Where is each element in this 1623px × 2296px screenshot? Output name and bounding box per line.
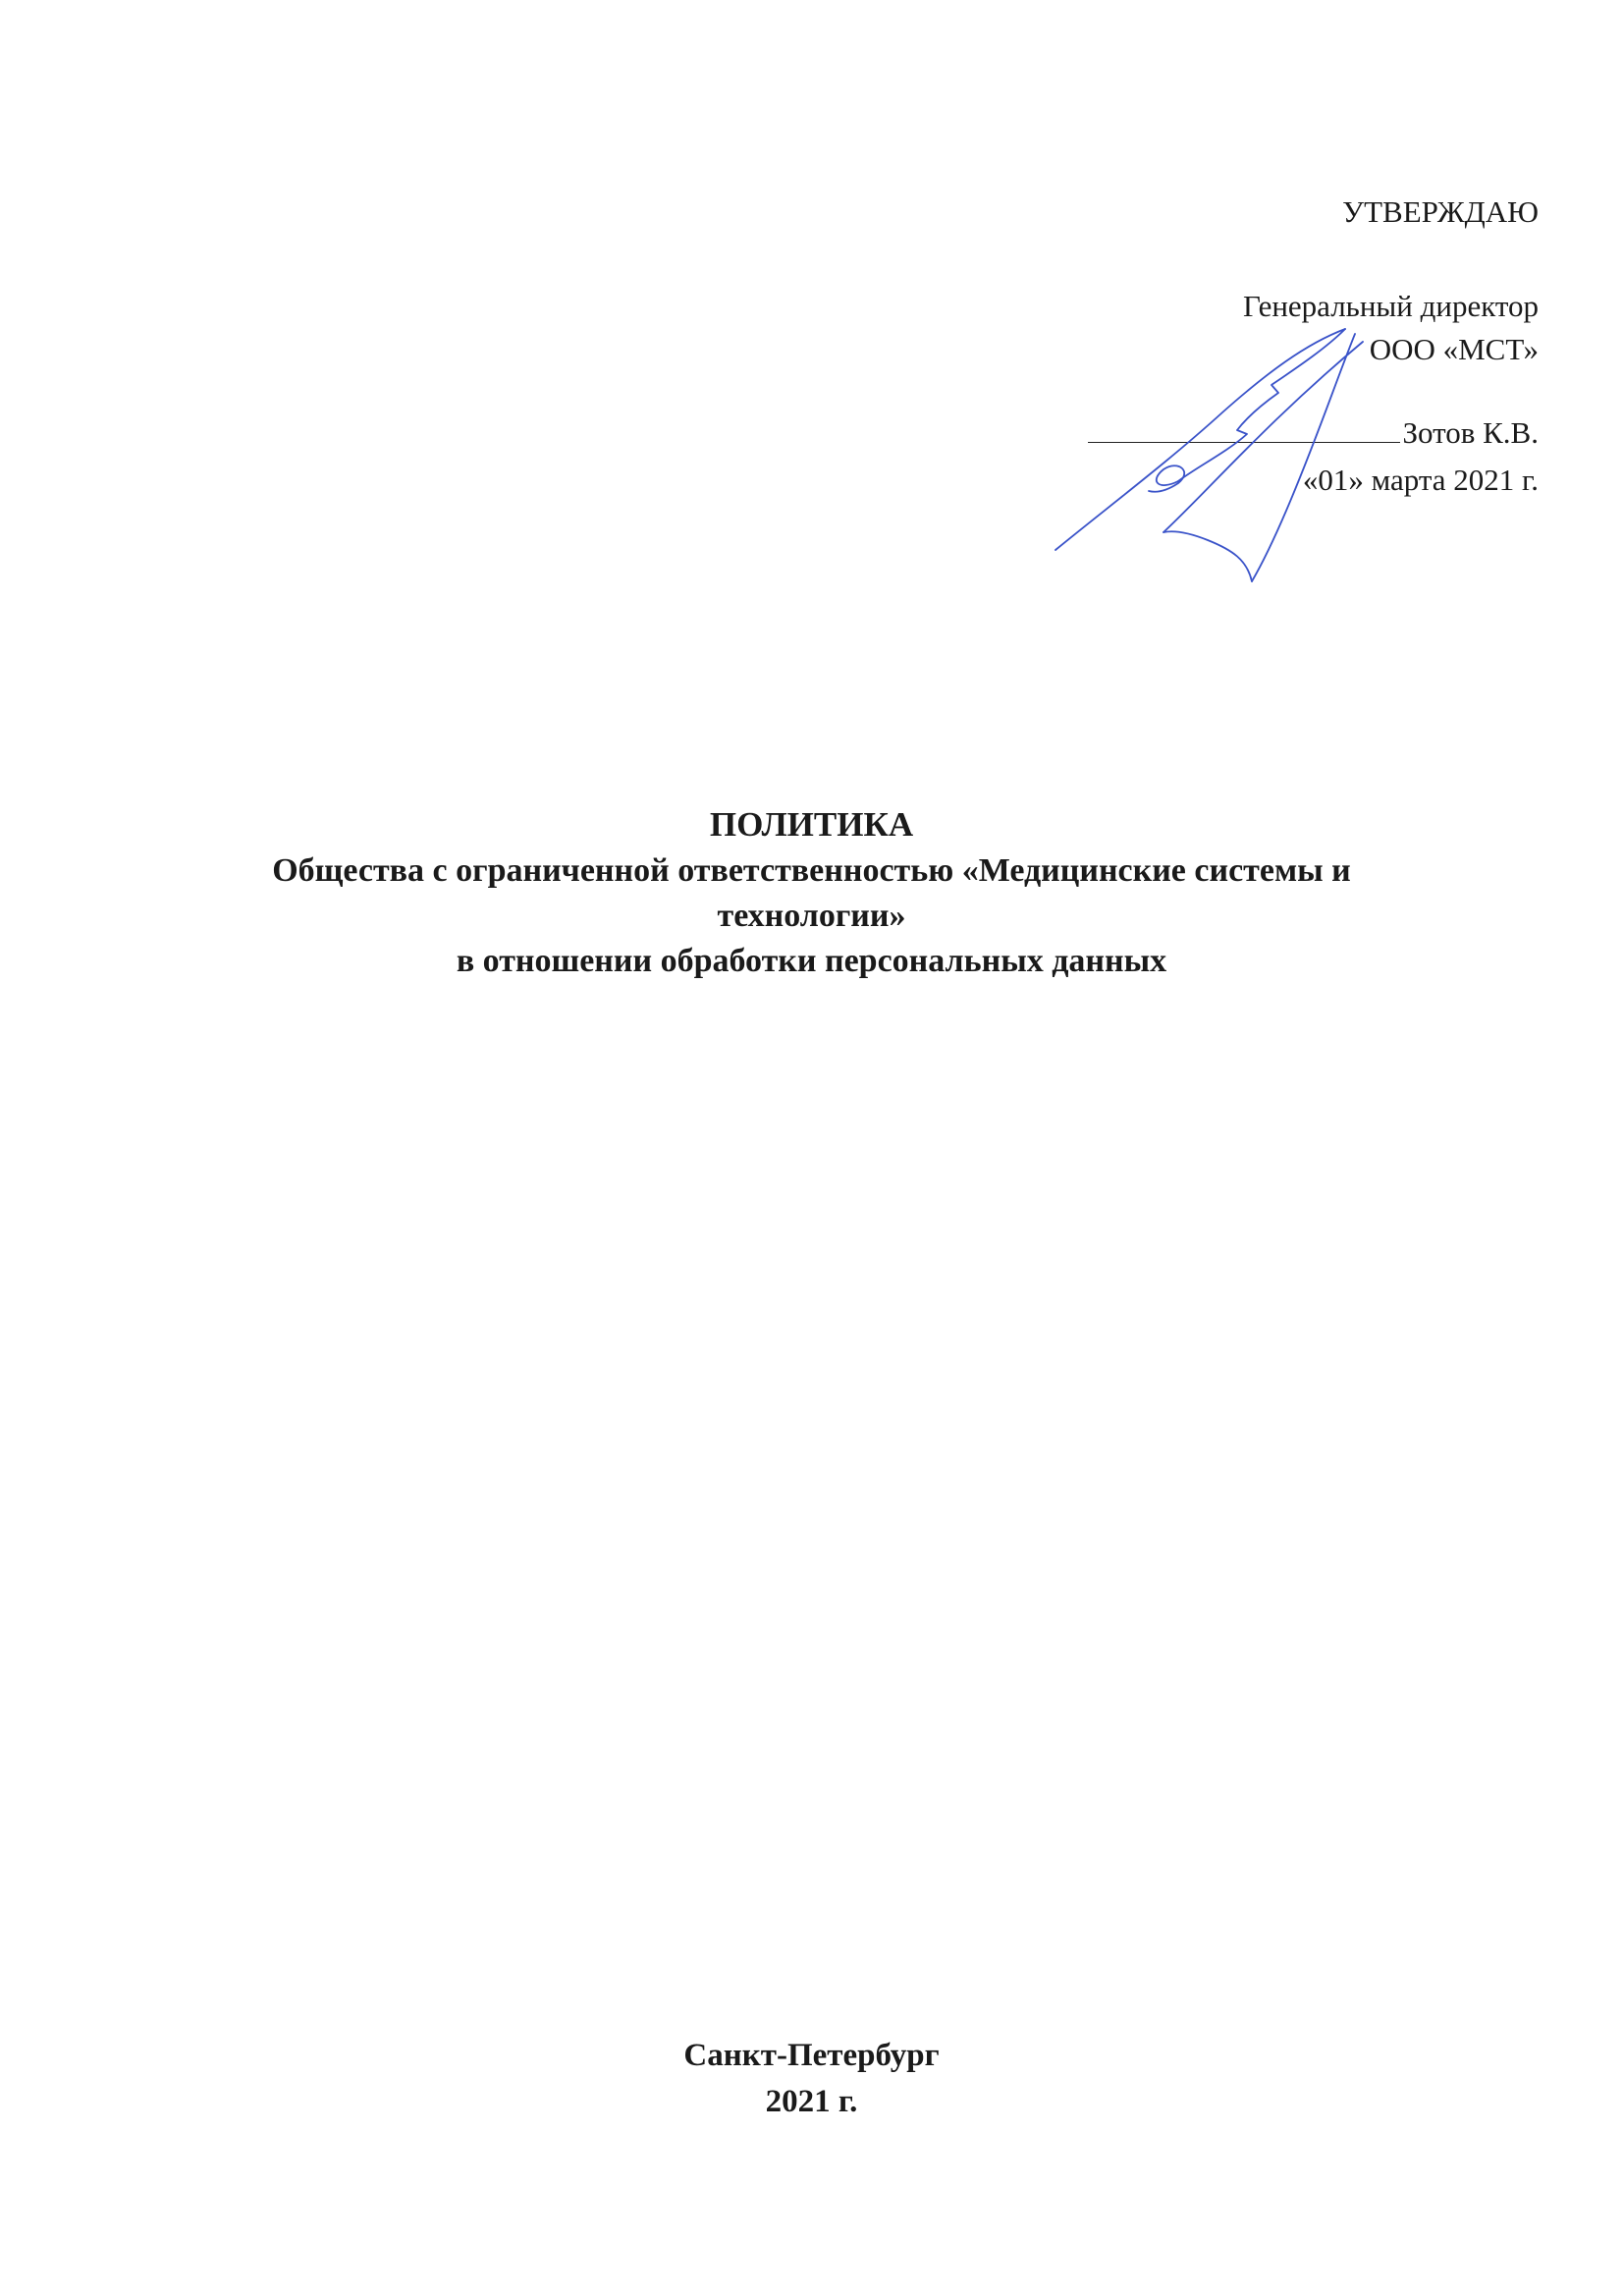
title-line-2: технологии» (717, 898, 906, 934)
signature-line (1088, 422, 1400, 443)
approval-heading: УТВЕРЖДАЮ (1342, 194, 1539, 229)
signer-name: Зотов К.В. (1402, 415, 1539, 450)
title-line-3: в отношении обработки персональных данных (456, 943, 1167, 979)
signature-row (1088, 417, 1539, 448)
signer-position: Генеральный директор (1243, 289, 1539, 323)
footer-year: 2021 г. (765, 2084, 858, 2119)
company-name: ООО «МСТ» (1369, 332, 1539, 366)
approval-date: «01» марта 2021 г. (1302, 463, 1539, 497)
approval-block (851, 0, 1539, 550)
document-type-title: ПОЛИТИКА (709, 805, 914, 844)
footer-city: Санкт-Петербург (683, 2038, 940, 2073)
title-line-1: Общества с ограниченной ответственностью «Медицинские системы и (272, 852, 1351, 889)
